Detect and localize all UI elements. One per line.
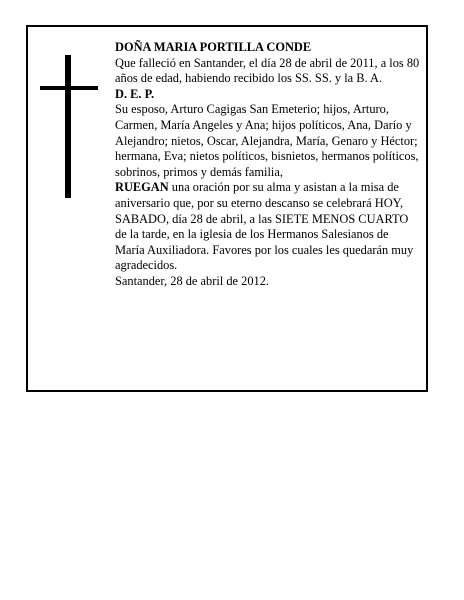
request-lead: RUEGAN xyxy=(115,180,169,195)
cross-vertical-bar xyxy=(65,55,71,198)
notice-text xyxy=(115,40,421,290)
request-paragraph xyxy=(115,180,421,274)
obituary-notice xyxy=(26,25,428,392)
family-list: Su esposo, Arturo Cagigas San Emeterio; hijos, Arturo, Carmen, María Angeles y Ana; hijos políticos, Ana, Darío y Alejandro; nietos, Oscar, Alejandra, María, Genaro y Héctor; hermana, Eva; nietos políticos, bisnietos, hermanos políticos, sobrinos, primos y demás familia, xyxy=(115,102,419,179)
death-statement: Que falleció en Santander, el día 28 de abril de 2011, a los 80 años de edad, habiendo recibido los SS. SS. y la B. A. xyxy=(115,55,420,86)
cross-horizontal-bar xyxy=(40,86,98,90)
request-text: una oración por su alma y asistan a la misa de aniversario que, por su eterno descanso se celebrará HOY, SABADO, día 28 de abril, a las SIETE MENOS CUARTO de la tarde, en la iglesia de los Hermanos Salesianos de María Auxiliadora. Favores por los cuales les quedarán muy agradecidos. xyxy=(115,180,414,273)
rest-in-peace: D. E. P. xyxy=(115,86,155,101)
deceased-name: DOÑA MARIA PORTILLA CONDE xyxy=(115,40,312,54)
place-date: Santander, 28 de abril de 2012. xyxy=(115,273,269,288)
cross-icon xyxy=(40,55,98,198)
